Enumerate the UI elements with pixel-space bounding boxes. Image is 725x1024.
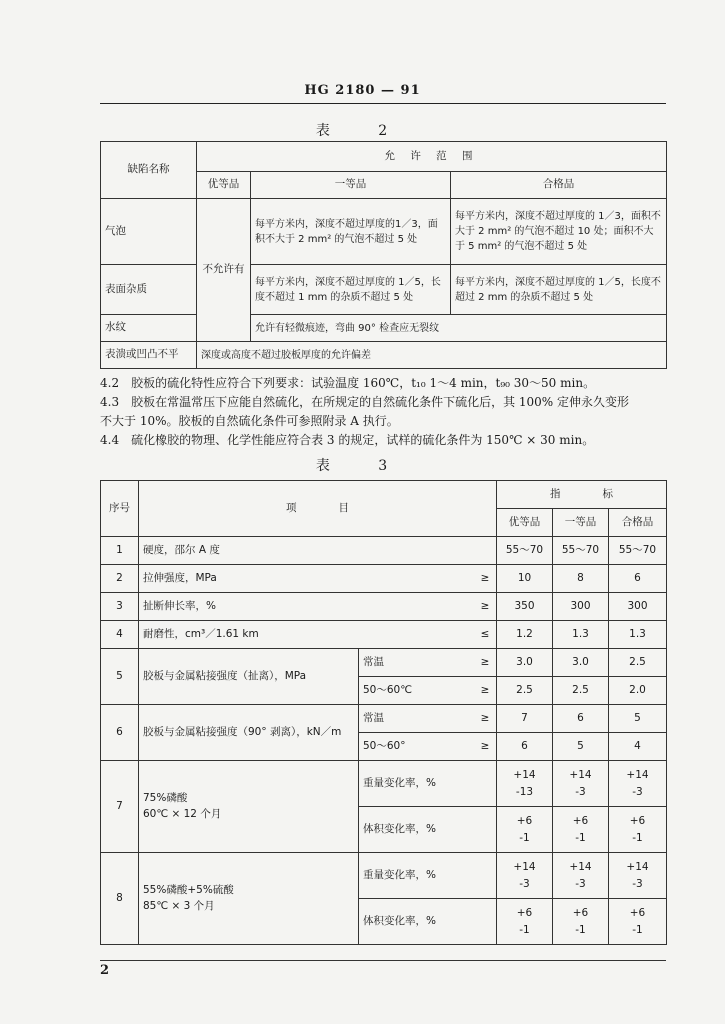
t3-val: 1.3: [553, 621, 609, 649]
t3-val: [553, 853, 609, 899]
t3-symbol: ≥: [480, 599, 490, 612]
t3-val: 5: [609, 705, 667, 733]
table-row: [101, 621, 667, 649]
table2: [100, 141, 667, 369]
t3-val: 5: [553, 733, 609, 761]
t2-premium-merged: 不允许有: [197, 199, 251, 342]
t2-header-qualified: 合格品: [451, 172, 667, 199]
t3-val: [553, 899, 609, 945]
standard-code: HG 2180 — 91: [304, 83, 421, 98]
t3-item: [139, 853, 359, 945]
table2-title: 表 2: [315, 123, 410, 139]
t3-item: 胶板与金属粘接强度（扯离），MPa: [139, 649, 359, 705]
t2-row-name: 水纹: [101, 315, 197, 342]
t3-val-lower: -1: [575, 831, 586, 844]
spec-paragraphs: [100, 374, 666, 450]
t3-val-lower: -1: [632, 923, 643, 936]
t2-header-first: 一等品: [251, 172, 451, 199]
t3-val-lower: -1: [632, 831, 643, 844]
t3-seq: 6: [101, 705, 139, 761]
t3-cond-label: 常温: [363, 711, 384, 724]
t3-seq: 5: [101, 649, 139, 705]
t3-symbol: ≥: [480, 711, 490, 724]
t3-val: 2.0: [609, 677, 667, 705]
t3-val-upper: +14: [569, 768, 592, 781]
t3-cond: [359, 705, 497, 733]
t3-val: 1.2: [497, 621, 553, 649]
t3-val: 350: [497, 593, 553, 621]
table3: [100, 480, 667, 945]
t3-val: 8: [553, 565, 609, 593]
t3-header-item: 项 目: [139, 481, 497, 537]
paragraph-4-2: 4.2 胶板的硫化特性应符合下列要求：试验温度 160℃，t₁₀ 1～4 min，t₉₀ 30～50 min。: [100, 376, 596, 390]
t3-val-upper: +6: [516, 814, 533, 827]
t3-item-label: 耐磨性，cm³／1.61 km: [143, 627, 259, 640]
t3-val: 2.5: [497, 677, 553, 705]
t3-item-line2: 60℃ × 12 个月: [143, 807, 222, 820]
t3-val: [497, 761, 553, 807]
paragraph-4-3-line2: 不大于 10%。胶板的自然硫化条件可参照附录 A 执行。: [100, 414, 399, 428]
t3-val-lower: -3: [575, 785, 586, 798]
t3-val-lower: -1: [519, 923, 530, 936]
t3-val: 3.0: [553, 649, 609, 677]
t3-item-label: 扯断伸长率，%: [143, 599, 216, 612]
t2-cell: 每平方米内，深度不超过厚度的 1／3，面积不大于 2 mm² 的气泡不超过 10 处；面积不大于 5 mm² 的气泡不超过 5 处: [451, 199, 667, 265]
t3-val: 10: [497, 565, 553, 593]
t2-header-defect: 缺陷名称: [101, 142, 197, 199]
t3-header-first: 一等品: [553, 509, 609, 537]
t3-val-upper: +6: [629, 814, 646, 827]
t3-val: 6: [497, 733, 553, 761]
table-row: [101, 565, 667, 593]
t3-header-qualified: 合格品: [609, 509, 667, 537]
t3-val: [497, 899, 553, 945]
t3-val-lower: -3: [632, 877, 643, 890]
t3-item-line1: 75%磷酸: [143, 791, 188, 804]
t3-val: 2.5: [609, 649, 667, 677]
t3-cond-label: 50～60°: [363, 739, 406, 752]
t3-val: 6: [553, 705, 609, 733]
t3-seq: 2: [101, 565, 139, 593]
t3-cond: 体积变化率，%: [359, 899, 497, 945]
t3-cond: [359, 649, 497, 677]
t3-val-upper: +6: [572, 906, 589, 919]
t3-item-label: 拉伸强度，MPa: [143, 571, 217, 584]
t3-item: [139, 593, 497, 621]
t3-item-label: 硬度，邵尔 A 度: [143, 543, 220, 556]
t3-val: 6: [609, 565, 667, 593]
t3-val: 4: [609, 733, 667, 761]
footer-rule: [100, 960, 666, 961]
table3-title: 表 3: [315, 458, 410, 474]
paragraph-4-4: 4.4 硫化橡胶的物理、化学性能应符合表 3 的规定，试样的硫化条件为 150℃ × 30 min。: [100, 433, 595, 447]
t3-cond: 体积变化率，%: [359, 807, 497, 853]
table-row: [101, 537, 667, 565]
t3-val: 300: [609, 593, 667, 621]
t2-cell: 每平方米内，深度不超过厚度的 1／5，长度不超过 2 mm 的杂质不超过 5 处: [451, 265, 667, 315]
t3-seq: 7: [101, 761, 139, 853]
t3-val: [497, 807, 553, 853]
table-row: [101, 649, 667, 677]
t3-val-upper: +14: [513, 860, 536, 873]
t2-header-premium: 优等品: [197, 172, 251, 199]
t3-symbol: ≥: [480, 683, 490, 696]
table-row: [101, 761, 667, 807]
table-row: [101, 705, 667, 733]
t2-cell: 深度或高度不超过胶板厚度的允许偏差: [197, 342, 667, 369]
t3-cond-label: 50～60℃: [363, 683, 413, 696]
header-rule: [100, 103, 666, 104]
t2-cell: 每平方米内，深度不超过厚度的 1／5，长度不超过 1 mm 的杂质不超过 5 处: [251, 265, 451, 315]
t3-val-upper: +6: [516, 906, 533, 919]
table-row: [101, 593, 667, 621]
t2-row-name: 气泡: [101, 199, 197, 265]
t3-header-indicator: 指 标: [497, 481, 667, 509]
t3-val: 3.0: [497, 649, 553, 677]
t3-val: 7: [497, 705, 553, 733]
t3-seq: 8: [101, 853, 139, 945]
t2-cell: 允许有轻微痕迹，弯曲 90° 检查应无裂纹: [251, 315, 667, 342]
t2-header-allowed: 允 许 范 围: [197, 142, 667, 172]
t3-val-lower: -1: [575, 923, 586, 936]
t3-seq: 1: [101, 537, 139, 565]
t3-val: [553, 807, 609, 853]
t3-val: 2.5: [553, 677, 609, 705]
t2-row-name: 表溃或凹凸不平: [101, 342, 197, 369]
t3-item: [139, 761, 359, 853]
t3-item-line2: 85℃ × 3 个月: [143, 899, 215, 912]
t2-cell: 每平方米内，深度不超过厚度的1／3，面积不大于 2 mm² 的气泡不超过 5 处: [251, 199, 451, 265]
page-number: 2: [100, 963, 110, 978]
t3-val: [609, 807, 667, 853]
table-row: [101, 853, 667, 899]
t3-val-upper: +6: [572, 814, 589, 827]
t3-symbol: ≥: [480, 571, 490, 584]
t3-val: [609, 899, 667, 945]
t3-val: 300: [553, 593, 609, 621]
t3-item-line1: 55%磷酸+5%硫酸: [143, 883, 234, 896]
t3-val-upper: +14: [626, 768, 649, 781]
t3-val-upper: +6: [629, 906, 646, 919]
t3-cond-label: 常温: [363, 655, 384, 668]
t3-val-lower: -1: [519, 831, 530, 844]
t3-cond: 重量变化率，%: [359, 853, 497, 899]
t3-cond: [359, 733, 497, 761]
t3-item: [139, 565, 497, 593]
t3-item: 胶板与金属粘接强度（90° 剥离），kN／m: [139, 705, 359, 761]
t3-seq: 4: [101, 621, 139, 649]
t3-val: 55～70: [497, 537, 553, 565]
t3-val-lower: -3: [575, 877, 586, 890]
t3-symbol: ≥: [480, 655, 490, 668]
t3-val: [609, 853, 667, 899]
t3-item: [139, 537, 497, 565]
t3-val: 55～70: [609, 537, 667, 565]
t3-val-lower: -13: [515, 785, 534, 798]
t3-val: [497, 853, 553, 899]
t3-val: 1.3: [609, 621, 667, 649]
t3-val-upper: +14: [569, 860, 592, 873]
t3-symbol: ≤: [480, 627, 490, 640]
t3-header-seq: 序号: [101, 481, 139, 537]
t2-row-name: 表面杂质: [101, 265, 197, 315]
t3-val-lower: -3: [632, 785, 643, 798]
t3-val-lower: -3: [519, 877, 530, 890]
t3-cond: [359, 677, 497, 705]
t3-val-upper: +14: [626, 860, 649, 873]
t3-item: [139, 621, 497, 649]
t3-seq: 3: [101, 593, 139, 621]
t3-header-premium: 优等品: [497, 509, 553, 537]
t3-val: 55～70: [553, 537, 609, 565]
paragraph-4-3-line1: 4.3 胶板在常温常压下应能自然硫化，在所规定的自然硫化条件下硫化后，其 100% 定伸永久变形: [100, 395, 630, 409]
t3-val-upper: +14: [513, 768, 536, 781]
t3-val: [609, 761, 667, 807]
t3-val: [553, 761, 609, 807]
t3-cond: 重量变化率，%: [359, 761, 497, 807]
t3-symbol: ≥: [480, 739, 490, 752]
